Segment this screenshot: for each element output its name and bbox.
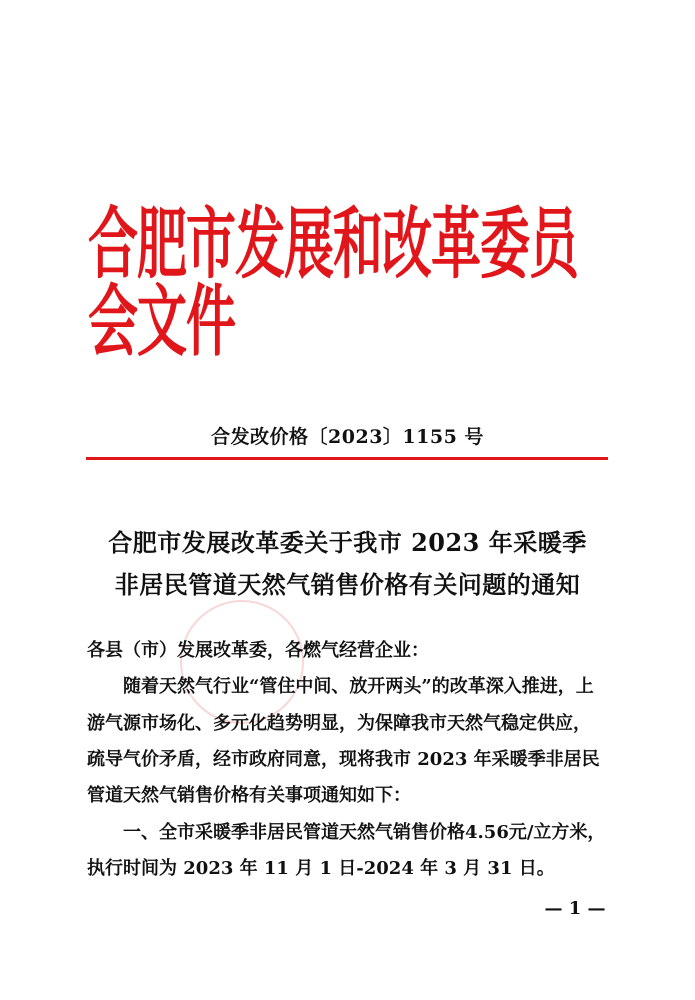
notice-title-line-1: 合肥市发展改革委关于我市 2023 年采暖季 (108, 528, 587, 557)
red-divider-line (86, 457, 608, 460)
notice-title-line-2: 非居民管道天然气销售价格有关问题的通知 (114, 570, 581, 599)
body-line: 执行时间为 2023 年 11 月 1 日-2024 年 3 月 31 日。 (87, 858, 555, 879)
body-line: 随着天然气行业“管住中间、放开两头”的改革深入推进，上 (123, 676, 594, 697)
body-line: 一、全市采暖季非居民管道天然气销售价格4.56元/立方米， (123, 822, 606, 843)
document-number: 合发改价格〔2023〕1155 号 (211, 426, 484, 448)
salutation: 各县（市）发展改革委，各燃气经营企业： (87, 640, 429, 661)
body-line: 管道天然气销售价格有关事项通知如下： (87, 785, 411, 806)
masthead-title: 合肥市发展和改革委员会文件 (88, 197, 578, 367)
body-line: 游气源市场化、多元化趋势明显，为保障我市天然气稳定供应， (87, 713, 591, 734)
body-line: 疏导气价矛盾，经市政府同意，现将我市 2023 年采暖季非居民 (87, 749, 600, 770)
page-number: — 1 — (544, 898, 606, 919)
